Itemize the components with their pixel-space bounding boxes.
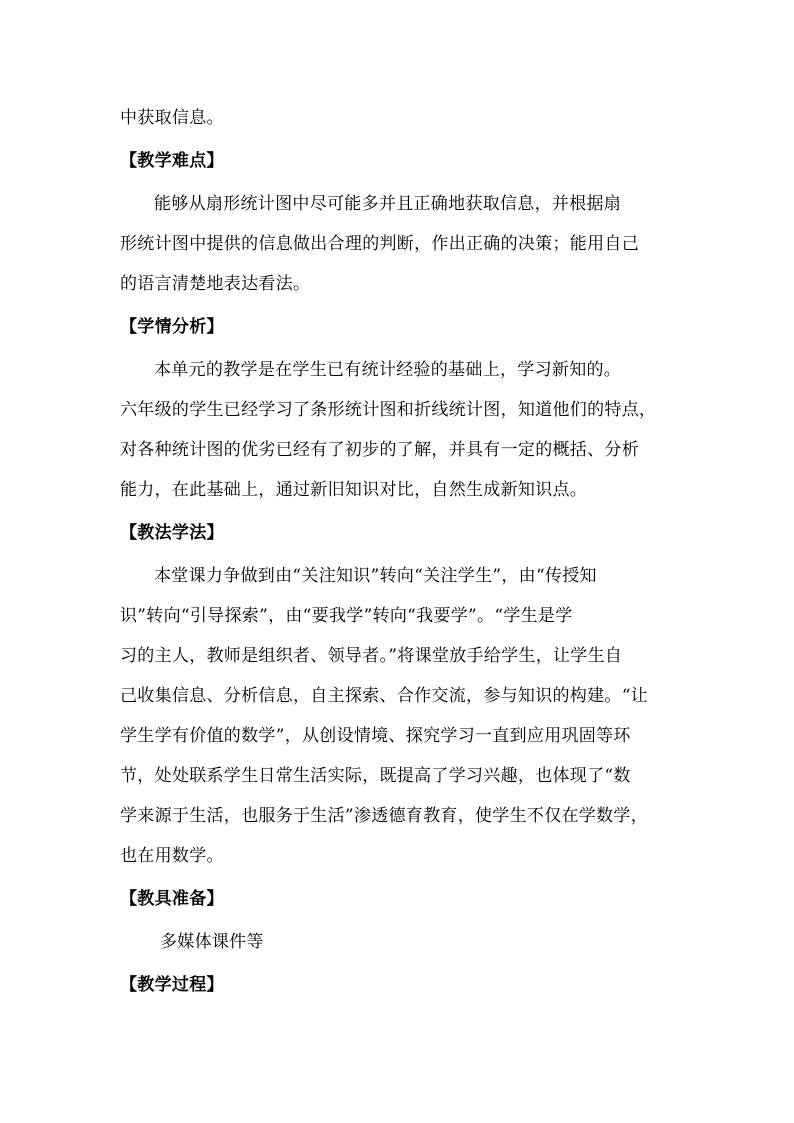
methods-line: 也在用数学。 <box>120 846 224 866</box>
methods-paragraph <box>120 556 680 876</box>
methods-line: 本堂课力争做到由“关注知识”转向“关注学生”，由“传授知 <box>154 566 597 586</box>
methods-line: 学生学有价值的数学”，从创设情境、探究学习一直到应用巩固等环 <box>120 726 631 746</box>
methods-line: 识”转向“引导探索”，由“要我学”转向“我要学”。“学生是学 <box>120 606 573 626</box>
analysis-line: 六年级的学生已经学习了条形统计图和折线统计图，知道他们的特点， <box>120 400 657 420</box>
tools-paragraph <box>120 922 680 962</box>
analysis-line: 能力，在此基础上，通过新旧知识对比，自然生成新知识点。 <box>120 480 588 500</box>
document-page <box>120 98 680 1008</box>
analysis-line: 对各种统计图的优劣已经有了初步的了解，并具有一定的概括、分析 <box>120 440 639 460</box>
analysis-paragraph <box>120 350 680 510</box>
difficulty-line: 形统计图中提供的信息做出合理的判断，作出正确的决策；能用自己 <box>120 234 639 254</box>
difficulty-paragraph <box>120 184 680 304</box>
difficulty-heading: 【教学难点】 <box>120 151 224 171</box>
analysis-line: 本单元的教学是在学生已有统计经验的基础上，学习新知的。 <box>154 360 622 380</box>
process-heading: 【教学过程】 <box>120 975 224 995</box>
methods-line: 节，处处联系学生日常生活实际，既提高了学习兴趣，也体现了“数 <box>120 766 631 786</box>
difficulty-line: 的语言清楚地表达看法。 <box>120 274 311 294</box>
methods-line: 己收集信息、分析信息，自主探索、合作交流，参与知识的构建。“让 <box>120 686 648 706</box>
difficulty-line: 能够从扇形统计图中尽可能多并且正确地获取信息，并根据扇 <box>154 194 622 214</box>
methods-line: 学来源于生活，也服务于生活”渗透德育教育，使学生不仅在学数学， <box>120 806 648 826</box>
analysis-heading: 【学情分析】 <box>120 317 224 337</box>
methods-line: 习的主人，教师是组织者、领导者。”将课堂放手给学生，让学生自 <box>120 646 623 666</box>
tools-heading: 【教具准备】 <box>120 889 224 909</box>
methods-heading: 【教法学法】 <box>120 523 224 543</box>
intro-tail-text: 中获取信息。 <box>120 108 224 128</box>
tools-line: 多媒体课件等 <box>160 932 264 952</box>
